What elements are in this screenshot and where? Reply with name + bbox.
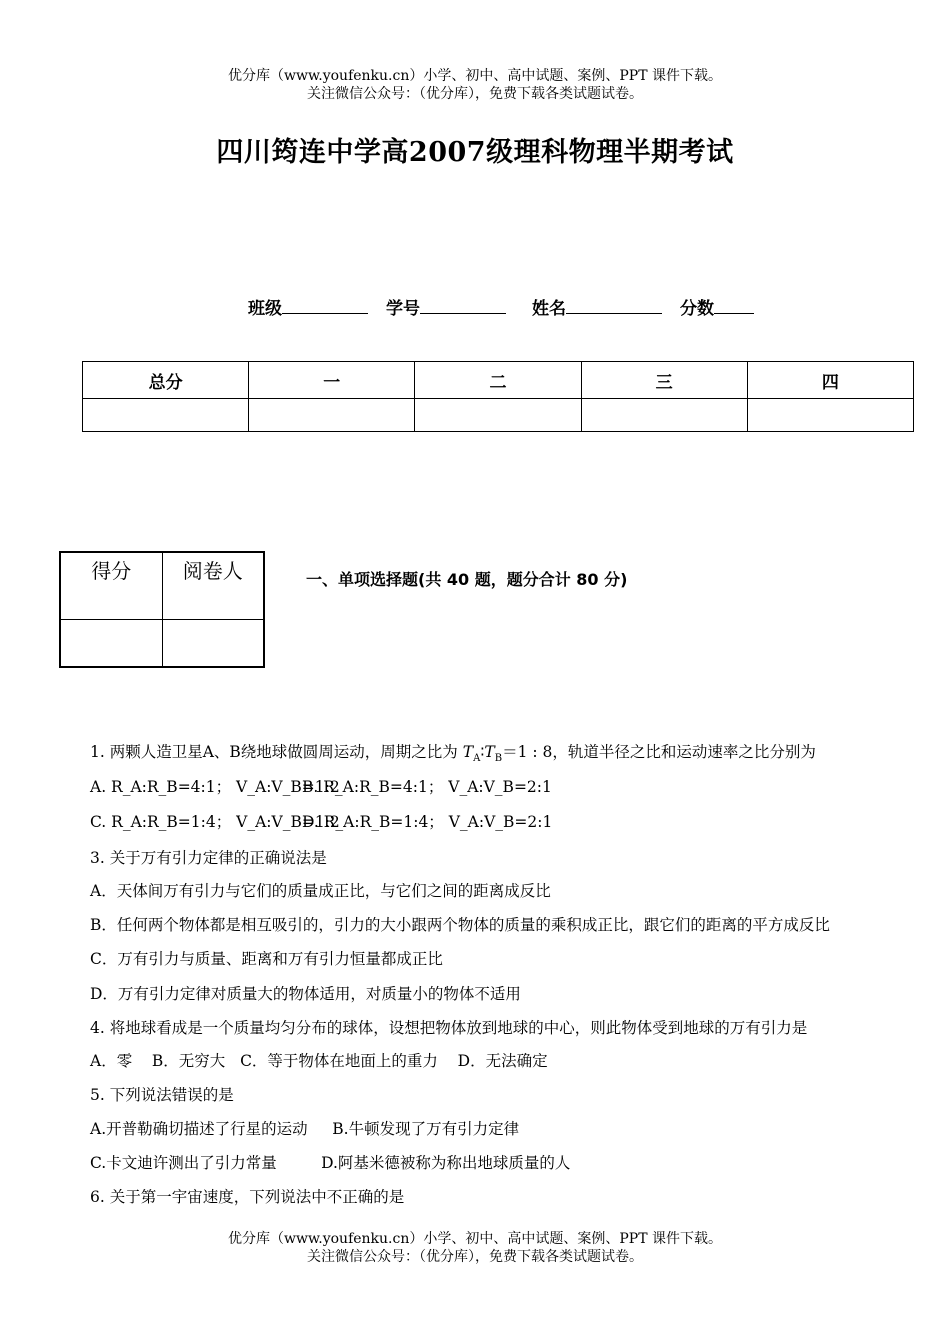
grader-table (59, 551, 265, 668)
student-info-row (248, 294, 764, 319)
question-3-option-d: D．万有引力定律对质量大的物体适用，对质量小的物体不适用 (90, 985, 521, 1003)
question-3-option-c: C．万有引力与质量、距离和万有引力恒量都成正比 (90, 950, 443, 968)
score-cell-2[interactable] (415, 399, 581, 432)
question-5-options-ab: A.开普勒确切描述了行星的运动 B.牛顿发现了万有引力定律 (90, 1120, 520, 1138)
question-4-stem: 4. 将地球看成是一个质量均匀分布的球体，设想把物体放到地球的中心，则此物体受到地球的万有引力是 (90, 1019, 808, 1037)
q1-stem-e: T (484, 743, 495, 761)
q1-option-a: A. R_A:R_B=4:1； V_A:V_B=1:2 (90, 778, 340, 796)
page-title: 四川筠连中学高2007级理科物理半期考试 (216, 137, 734, 168)
score-table-value-row (83, 399, 914, 432)
name-blank[interactable] (566, 299, 662, 314)
score-header-3: 三 (581, 362, 747, 399)
question-3-option-a: A．天体间万有引力与它们的质量成正比，与它们之间的距离成反比 (90, 882, 551, 900)
q1-option-d: D. R_A:R_B=1:4； V_A:V_B=2:1 (302, 813, 553, 831)
q1-stem-g: ＝1 : 8，轨道半径之比和运动速率之比分别为 (502, 743, 816, 761)
question-1-stem (90, 740, 816, 764)
score-cell-3[interactable] (581, 399, 747, 432)
question-6-stem: 6. 关于第一宇宙速度，下列说法中不正确的是 (90, 1188, 405, 1206)
grader-score-label: 得分 (60, 552, 162, 620)
question-3-option-b: B．任何两个物体都是相互吸引的，引力的大小跟两个物体的质量的乘积成正比，跟它们的距离的平方成反比 (90, 916, 830, 934)
score-header-1: 一 (249, 362, 415, 399)
score-cell-4[interactable] (747, 399, 913, 432)
score-cell-1[interactable] (249, 399, 415, 432)
grader-reviewer-cell[interactable] (162, 620, 264, 668)
question-5-stem: 5. 下列说法错误的是 (90, 1086, 234, 1104)
class-label: 班级 (248, 299, 282, 319)
q1-option-c: C. R_A:R_B=1:4； V_A:V_B=1:2 (90, 813, 340, 831)
question-4-options: A．零 B．无穷大 C．等于物体在地面上的重力 D．无法确定 (90, 1052, 548, 1070)
score-header-2: 二 (415, 362, 581, 399)
grader-score-cell[interactable] (60, 620, 162, 668)
score-header-4: 四 (747, 362, 913, 399)
grader-value-row (60, 620, 264, 668)
q1-stem-f: B (494, 753, 503, 765)
question-1-options-cd (90, 810, 552, 832)
score-table-header-row (83, 362, 914, 399)
question-1-options-ab (90, 775, 552, 797)
footer-line-1: 优分库（www.youfenku.cn）小学、初中、高中试题、案例、PPT 课件下载。 (227, 1231, 722, 1247)
q1-stem-b: T (462, 743, 474, 761)
score-blank[interactable] (714, 299, 754, 314)
score-label: 分数 (680, 299, 714, 319)
id-label: 学号 (386, 299, 420, 319)
score-table (82, 361, 914, 432)
header-line-1: 优分库（www.youfenku.cn）小学、初中、高中试题、案例、PPT 课件下载。 (227, 68, 722, 84)
q1-stem-a: 1. 两颗人造卫星A、B绕地球做圆周运动，周期之比为 (90, 743, 463, 761)
q1-option-b: B. R_A:R_B=4:1； V_A:V_B=2:1 (302, 778, 552, 796)
grader-reviewer-label: 阅卷人 (162, 552, 264, 620)
score-cell-total[interactable] (83, 399, 249, 432)
name-label: 姓名 (532, 299, 566, 319)
section-title: 一、单项选择题(共 40 题，题分合计 80 分) (306, 570, 628, 589)
footer-line-2: 关注微信公众号：（优分库），免费下载各类试题试卷。 (307, 1249, 643, 1265)
score-header-total: 总分 (83, 362, 249, 399)
q1-stem-c: A (473, 753, 481, 765)
header-line-2: 关注微信公众号：（优分库），免费下载各类试题试卷。 (307, 86, 643, 102)
grader-header-row (60, 552, 264, 620)
class-blank[interactable] (282, 299, 368, 314)
question-5-options-cd: C.卡文迪许测出了引力常量 D.阿基米德被称为称出地球质量的人 (90, 1154, 571, 1172)
question-3-stem: 3. 关于万有引力定律的正确说法是 (90, 849, 327, 867)
id-blank[interactable] (420, 299, 506, 314)
q1-stem-d: ∶ (480, 743, 485, 761)
